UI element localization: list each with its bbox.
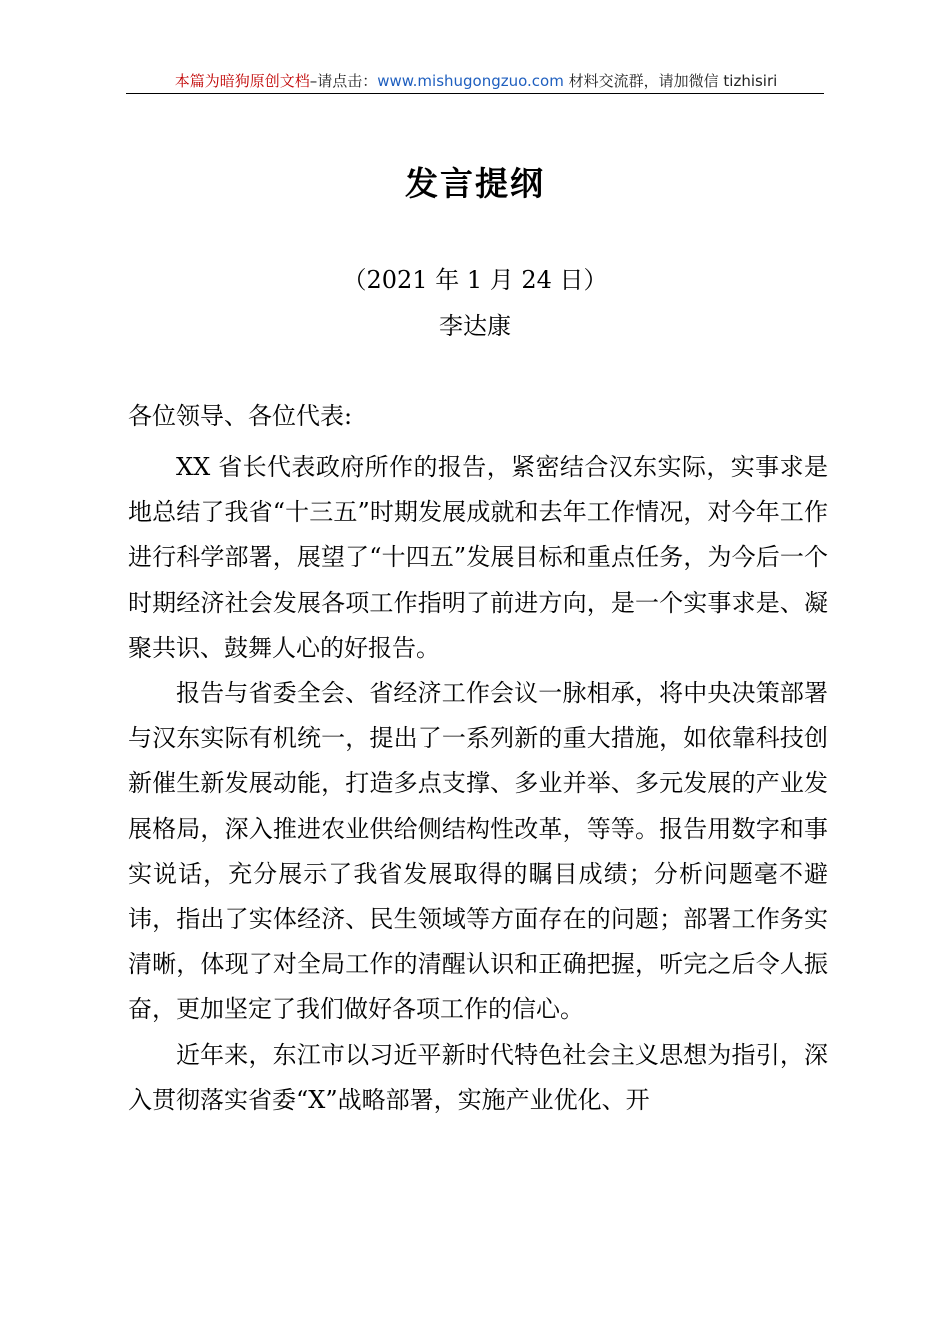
document-title: 发言提纲 xyxy=(405,164,545,203)
header-original-notice: 本篇为暗狗原创文档 xyxy=(174,72,310,90)
paragraph-3: 近年来，东江市以习近平新时代特色社会主义思想为指引，深入贯彻落实省委“X”战略部署，实施产业优化、开 xyxy=(128,1040,828,1114)
paragraph-2: 报告与省委全会、省经济工作会议一脉相承，将中央决策部署与汉东实际有机统一，提出了一系列新的重大措施，如依靠科技创新催生新发展动能，打造多点支撑、多业并举、多元发展的产业发展格局，深入推进农业供给侧结构性改革，等等。报告用数字和事实说话，充分展示了我省发展取得的瞩目成绩；分析问题毫不避讳，指出了实体经济、民生领域等方面存在的问题；部署工作务实清晰，体现了对全局工作的清醒认识和正确把握，听完之后令人振奋，更加坚定了我们做好各项工作的信心。 xyxy=(128,679,828,1024)
document-body xyxy=(128,445,828,1123)
salutation: 各位领导、各位代表: xyxy=(128,402,353,430)
document-date: （2021 年 1 月 24 日） xyxy=(342,266,608,294)
document-author: 李达康 xyxy=(439,312,511,340)
page-header xyxy=(126,70,826,92)
header-click-prompt: –请点击： xyxy=(309,72,378,90)
header-website-link[interactable]: www.mishugongzuo.com xyxy=(377,72,564,90)
header-contact-text: 材料交流群，请加微信 tizhisiri xyxy=(563,72,778,90)
header-divider xyxy=(126,93,824,94)
paragraph-1: XX 省长代表政府所作的报告，紧密结合汉东实际，实事求是地总结了我省“十三五”时期发展成就和去年工作情况，对今年工作进行科学部署，展望了“十四五”发展目标和重点任务，为今后一个时期经济社会发展各项工作指明了前进方向，是一个实事求是、凝聚共识、鼓舞人心的好报告。 xyxy=(128,453,828,662)
